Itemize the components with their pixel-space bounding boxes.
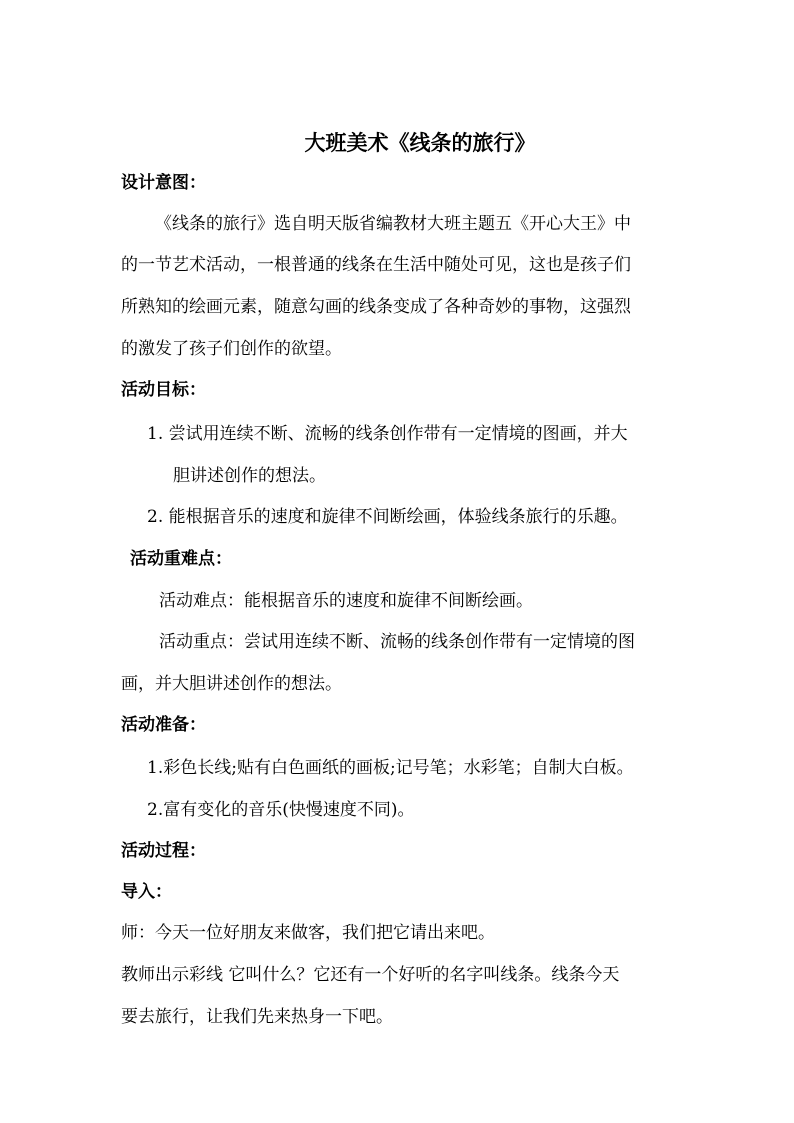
- design-intent-line-1: 《线条的旅行》选自明天版省编教材大班主题五《开心大王》中: [155, 214, 631, 234]
- teacher-line: 师：今天一位好朋友来做客，我们把它请出来吧。: [121, 923, 495, 943]
- key-points-heading: 活动重难点：: [130, 549, 232, 569]
- focus-point-line-1: 活动重点：尝试用连续不断、流畅的线条创作带有一定情境的图: [159, 632, 635, 652]
- preparation-item-1: 1.彩色长线;贴有白色画纸的画板;记号笔；水彩笔；自制大白板。: [147, 758, 634, 778]
- show-line-2: 要去旅行，让我们先来热身一下吧。: [121, 1007, 393, 1027]
- document-title: 大班美术《线条的旅行》: [304, 131, 536, 155]
- goals-heading: 活动目标：: [121, 380, 206, 400]
- design-intent-line-3: 所熟知的绘画元素，随意勾画的线条变成了各种奇妙的事物，这强烈: [121, 297, 631, 317]
- goal-1-line-1: 1. 尝试用连续不断、流畅的线条创作带有一定情境的图画，并大: [147, 424, 628, 444]
- goal-2: 2. 能根据音乐的速度和旋律不间断绘画，体验线条旅行的乐趣。: [147, 507, 628, 527]
- focus-point-line-2: 画，并大胆讲述创作的想法。: [121, 674, 342, 694]
- preparation-heading: 活动准备：: [121, 715, 206, 735]
- design-intent-line-4: 的激发了孩子们创作的欲望。: [121, 339, 342, 359]
- preparation-item-2: 2.富有变化的音乐(快慢速度不同)。: [147, 800, 415, 820]
- show-line-1: 教师出示彩线 它叫什么？它还有一个好听的名字叫线条。线条今天: [121, 965, 620, 985]
- goal-1-line-2: 胆讲述创作的想法。: [173, 466, 326, 486]
- intro-heading: 导入：: [121, 882, 172, 902]
- difficulty-point: 活动难点：能根据音乐的速度和旋律不间断绘画。: [159, 591, 533, 611]
- process-heading: 活动过程：: [121, 841, 206, 861]
- design-intent-heading: 设计意图：: [121, 173, 206, 193]
- design-intent-line-2: 的一节艺术活动，一根普通的线条在生活中随处可见，这也是孩子们: [121, 255, 631, 275]
